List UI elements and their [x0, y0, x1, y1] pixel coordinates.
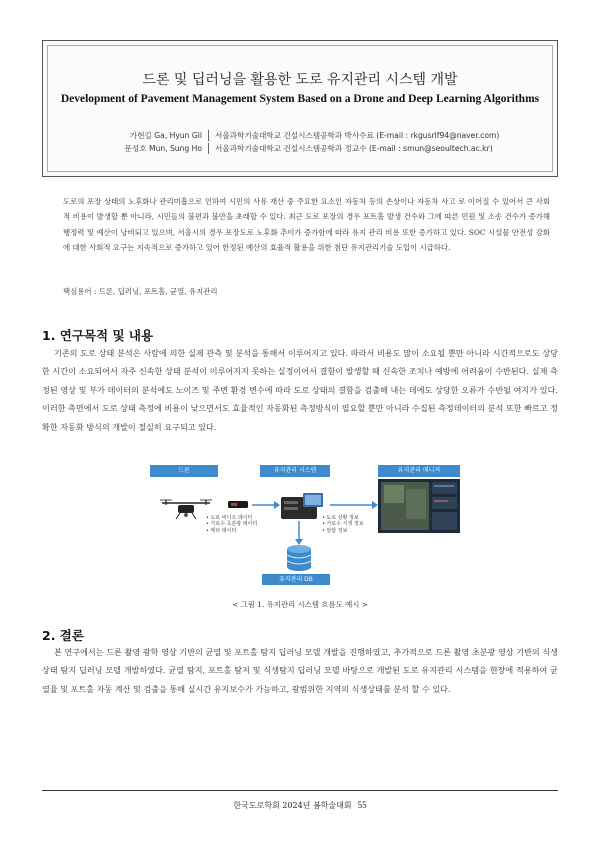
- section-heading-1: 1. 연구목적 및 내용: [42, 328, 154, 343]
- page-footer: [0, 800, 600, 811]
- author-block: [114, 129, 514, 155]
- section-heading-2: 2. 결론: [42, 628, 84, 643]
- arrow-to-manager: [330, 501, 378, 509]
- section-body-2: 본 연구에서는 드론 촬영 광학 영상 기반의 균열 및 포트홀 탐지 딥러닝 모델 개발을 진행하였고, 추가적으로 드론 촬영 초분광 영상 기반의 식생 상태 탐지 딥러닝 모델 개발하였다. 균열 탐지, 포트홀 탐지 및 식생탐지 딥러닝 모델 바탕으로 개발된 도로 유지관리 시스템을 현장에 적용하여 균열율 및 포트홀 자동 계산 및 검출을 통해 실시간 유지보수가 가능하고, 광범위한 지역의 식생상태를 분석 할 수 있다.: [42, 647, 558, 694]
- server-icon: [281, 493, 323, 519]
- memory-card-icon: [228, 501, 248, 508]
- abstract: 도로의 포장 상태의 노후화나 관리미흡으로 인하여 시민의 사유 재산 중 주요한 요소인 자동차 등의 손상이나 자동차 사고 로 이어질 수 있어서 큰 사회적 비용이 발생할 뿐 아니라, 시민들의 불편과 불만을 초래할 수 있다. 최근 도로 포장의 경우 포트홀 발생 건수와 그에 따른 민원 및 소송 건수가 증가해 행정력 및 예산이 낭비되고 있으며, 서울시의 경우 포장도로 노후화 추이가 증가함에 따라 유지 관리 비용 또한 증가하고 있다. SOC 시설물 안전성 강화에 대한 사회적 요구는 지속적으로 증가하고 있어 한정된 예산의 효율적 활용을 위한 첨단 유지관리기술 도입이 시급하다.: [63, 197, 550, 253]
- arrow-to-database: [295, 521, 303, 545]
- paper-title-korean: 드론 및 딥러닝을 활용한 도로 유지관리 시스템 개발: [142, 72, 458, 88]
- author-name: 가현길 Ga, Hyun Gil: [114, 130, 209, 141]
- list-item: • 가로수 식생 정보: [322, 521, 364, 528]
- figure-list-output-info: [322, 515, 364, 534]
- drone-icon: [160, 500, 212, 519]
- page-number: 55: [357, 800, 367, 810]
- figure-label-database: 유지관리 DB: [262, 574, 330, 585]
- paper-title-english: Development of Pavement Management System Based on a Drone and Deep Learning Algorithms: [60, 93, 540, 105]
- footer-conference: 한국도로학회 2024년 봄학술대회: [233, 801, 352, 810]
- figure-header-manager: 유지관리 매니저: [378, 465, 460, 477]
- author-row: [114, 142, 514, 155]
- keywords: 핵심용어 : 드론, 딥러닝, 포트홀, 균열, 유지관리: [63, 287, 218, 296]
- arrow-to-system: [252, 501, 280, 509]
- list-item: • 알람 정보: [322, 527, 348, 534]
- flow-diagram-figure: [150, 465, 460, 595]
- dashboard-screen-icon: [378, 479, 460, 533]
- author-name: 문성호 Mun, Sung Ho: [114, 143, 209, 154]
- list-item: • 메타 데이터: [206, 527, 237, 534]
- author-affiliation: 서울과학기술대학교 건설시스템공학과 박사수료 (E-mail : rkgusrlf94@naver.com): [215, 131, 500, 140]
- list-item: • 도로 상황 정보: [322, 515, 359, 521]
- list-item: • 도로 비디오 데이터: [206, 515, 253, 521]
- figure-header-system: 유지관리 시스템: [260, 465, 330, 477]
- database-icon: [287, 545, 311, 571]
- figure-header-drone: 드론: [150, 465, 218, 477]
- list-item: • 가로수 초분광 데이터: [206, 521, 258, 528]
- author-row: [114, 129, 514, 142]
- figure-caption: < 그림 1. 유지관리 시스템 흐름도 예시 >: [232, 600, 368, 609]
- section-body-1: 기존의 도로 상태 분석은 사람에 의한 실제 관측 및 분석을 통해서 이루어지고 있다. 따라서 비용도 많이 소요될 뿐만 아니라 시간적으로도 상당한 시간이 소요되어서 자주 신속한 상태 분석이 이루어지지 못하는 실정이어서 결함이 발생할 때 신속한 조치나 예방에 어려움이 수반된다. 실제 측정된 영상 및 부가 데이터의 분석에도 노이즈 및 주변 환경 변수에 따라 도로 상태의 결함을 검출해 내는 데에도 상당한 오류가 수반될 여지가 있다. 이러한 측면에서 도로 상태 측정에 비용이 낮으면서도 효율적인 자동화된 측정방식이 필요할 뿐만 아니라 수집된 측정데이터의 분석 또한 빠르고 정확한 자동화 방식의 개발이 절실히 요구되고 있다.: [42, 348, 558, 432]
- figure-list-input-data: [206, 515, 257, 534]
- footer-divider: [42, 790, 558, 791]
- title-box: [42, 40, 558, 177]
- author-affiliation: 서울과학기술대학교 건설시스템공학과 정교수 (E-mail : smun@seoultech.ac.kr): [215, 144, 493, 153]
